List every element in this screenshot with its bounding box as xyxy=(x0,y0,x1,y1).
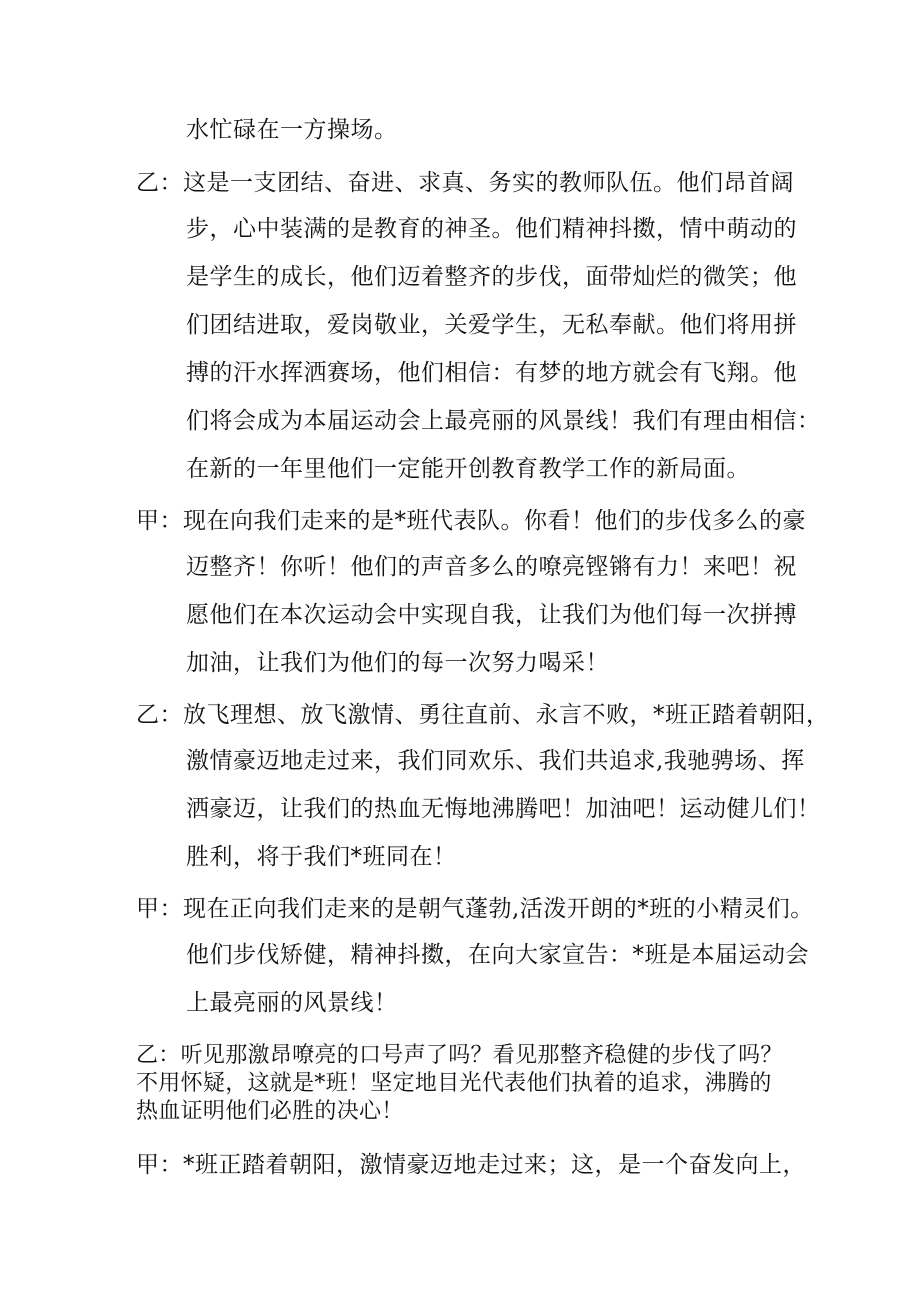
text-line: 甲：现在正向我们走来的是朝气蓬勃,活泼开朗的*班的小精灵们。 xyxy=(136,896,814,922)
text-line: 乙：放飞理想、放飞激情、勇往直前、永言不败，*班正踏着朝阳， xyxy=(136,702,830,728)
text-line: 胜利，将于我们*班同在！ xyxy=(186,844,457,870)
text-line: 们团结进取，爱岗敬业，关爱学生，无私奉献。他们将用拼 xyxy=(186,312,797,338)
text-line: 甲：*班正踏着朝阳，激情豪迈地走过来；这，是一个奋发向上， xyxy=(136,1152,806,1178)
text-line: 激情豪迈地走过来，我们同欢乐、我们共追求,我驰骋场、挥 xyxy=(186,748,805,774)
text-line: 乙：这是一支团结、奋进、求真、务实的教师队伍。他们昂首阔 xyxy=(136,170,794,196)
text-line: 在新的一年里他们一定能开创教育教学工作的新局面。 xyxy=(186,456,750,482)
text-line: 是学生的成长，他们迈着整齐的步伐，面带灿烂的微笑；他 xyxy=(186,264,797,290)
text-line: 甲：现在向我们走来的是*班代表队。你看！他们的步伐多么的豪 xyxy=(136,508,806,534)
text-line: 他们步伐矫健，精神抖擞，在向大家宣告：*班是本届运动会 xyxy=(186,942,809,968)
text-line: 搏的汗水挥洒赛场，他们相信：有梦的地方就会有飞翔。他 xyxy=(186,360,797,386)
text-line: 洒豪迈，让我们的热血无悔地沸腾吧！加油吧！运动健儿们！ xyxy=(186,796,821,822)
text-line: 们将会成为本届运动会上最亮丽的风景线！我们有理由相信： xyxy=(186,408,821,434)
text-line: 加油，让我们为他们的每一次努力喝采！ xyxy=(186,650,609,676)
text-line: 上最亮丽的风景线！ xyxy=(186,990,398,1016)
text-line: 水忙碌在一方操场。 xyxy=(186,117,398,143)
text-line: 步，心中装满的是教育的神圣。他们精神抖擞，情中萌动的 xyxy=(186,216,797,242)
text-line: 热血证明他们必胜的决心！ xyxy=(136,1099,404,1124)
text-line: 迈整齐！你听！他们的声音多么的嘹亮铿锵有力！来吧！祝 xyxy=(186,554,797,580)
text-line: 愿他们在本次运动会中实现自我，让我们为他们每一次拼搏 xyxy=(186,602,797,628)
text-line: 乙：听见那激昂嘹亮的口号声了吗？看见那整齐稳健的步伐了吗？ xyxy=(136,1043,783,1068)
text-line: 不用怀疑，这就是*班！坚定地目光代表他们执着的追求，沸腾的 xyxy=(136,1071,772,1096)
